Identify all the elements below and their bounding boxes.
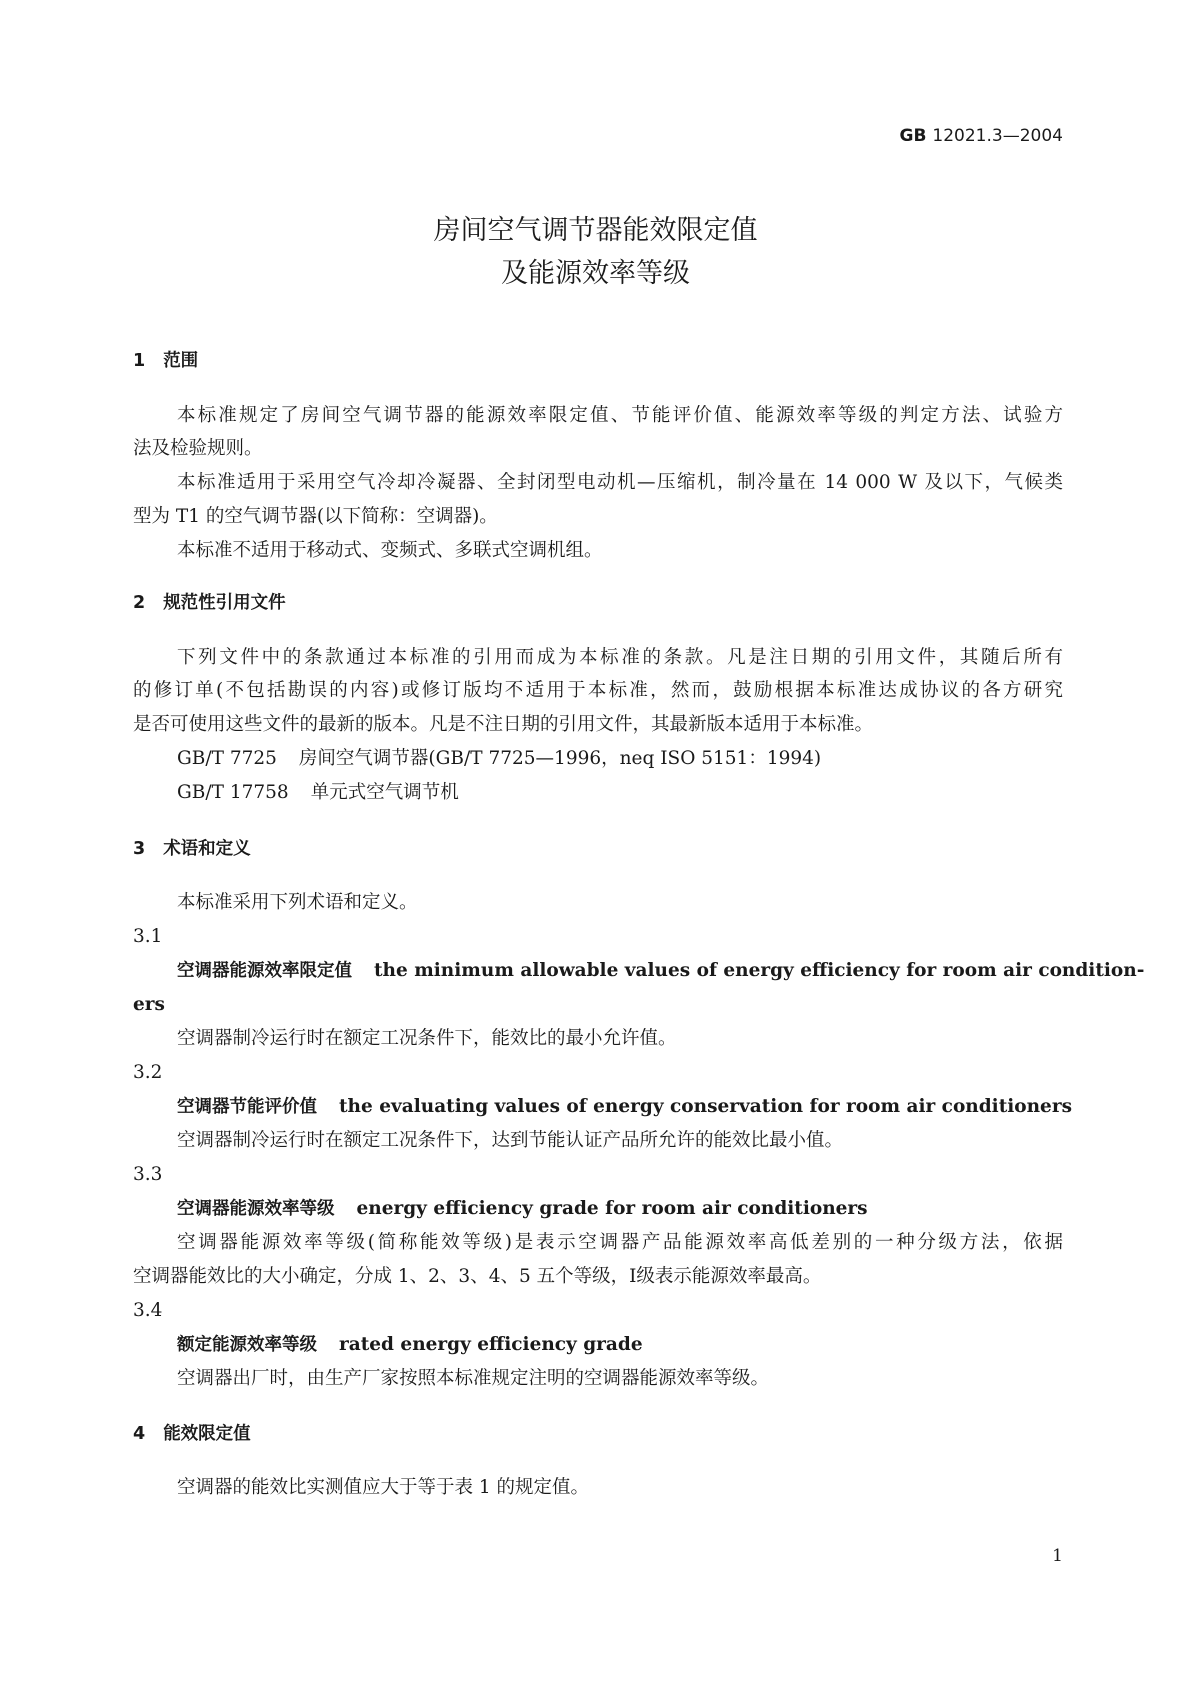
term-heading: 空调器能源效率限定值 the minimum allowable values of energy efficiency for room air condition- xyxy=(177,960,1145,981)
paragraph: 本标准适用于采用空气冷却冷凝器、全封闭型电动机—压缩机，制冷量在 14 000 W 及以下，气候类 xyxy=(177,472,1063,493)
section-heading-3: 3 术语和定义 xyxy=(133,839,251,859)
paragraph: 本标准规定了房间空气调节器的能源效率限定值、节能评价值、能源效率等级的判定方法、试验方 xyxy=(177,405,1063,426)
section-heading-4: 4 能效限定值 xyxy=(133,1424,251,1444)
term-definition: 空调器能源效率等级(简称能效等级)是表示空调器产品能源效率高低差别的一种分级方法，依据 xyxy=(177,1232,1063,1253)
paragraph: 空调器的能效比实测值应大于等于表 1 的规定值。 xyxy=(177,1477,590,1498)
term-definition: 空调器制冷运行时在额定工况条件下，能效比的最小允许值。 xyxy=(177,1028,677,1049)
standard-number: GB 12021.3—2004 xyxy=(899,126,1063,146)
paragraph: 本标准不适用于移动式、变频式、多联式空调机组。 xyxy=(177,540,603,561)
paragraph: 的修订单(不包括勘误的内容)或修订版均不适用于本标准，然而，鼓励根据本标准达成协议的各方研究 xyxy=(133,680,1063,701)
paragraph: 是否可使用这些文件的最新的版本。凡是不注日期的引用文件，其最新版本适用于本标准。 xyxy=(133,714,874,735)
document-title-line1: 房间空气调节器能效限定值 xyxy=(433,215,758,246)
term-number: 3.4 xyxy=(133,1300,163,1321)
reference-item: GB/T 7725 房间空气调节器(GB/T 7725—1996，neq ISO 5151：1994) xyxy=(177,748,822,769)
term-heading: 额定能源效率等级 rated energy efficiency grade xyxy=(177,1334,643,1355)
term-number: 3.1 xyxy=(133,926,163,947)
section-heading-1: 1 范围 xyxy=(133,351,199,371)
term-heading: 空调器能源效率等级 energy efficiency grade for room air conditioners xyxy=(177,1198,868,1219)
term-definition-cont: 空调器能效比的大小确定，分成 1、2、3、4、5 五个等级，Ⅰ级表示能源效率最高。 xyxy=(133,1266,822,1287)
paragraph: 本标准采用下列术语和定义。 xyxy=(177,892,418,913)
paragraph: 下列文件中的条款通过本标准的引用而成为本标准的条款。凡是注日期的引用文件，其随后所有 xyxy=(177,647,1063,668)
paragraph: 法及检验规则。 xyxy=(133,438,263,459)
term-definition: 空调器出厂时，由生产厂家按照本标准规定注明的空调器能源效率等级。 xyxy=(177,1368,770,1389)
document-title-line2: 及能源效率等级 xyxy=(501,258,690,289)
paragraph: 型为 T1 的空气调节器(以下简称：空调器)。 xyxy=(133,506,498,527)
term-number: 3.2 xyxy=(133,1062,163,1083)
term-heading: 空调器节能评价值 the evaluating values of energy conservation for room air conditioners xyxy=(177,1096,1072,1117)
page-number: 1 xyxy=(1052,1546,1063,1566)
section-heading-2: 2 规范性引用文件 xyxy=(133,593,286,613)
reference-item: GB/T 17758 单元式空气调节机 xyxy=(177,782,459,803)
term-heading-cont: ers xyxy=(133,994,165,1015)
term-number: 3.3 xyxy=(133,1164,163,1185)
term-definition: 空调器制冷运行时在额定工况条件下，达到节能认证产品所允许的能效比最小值。 xyxy=(177,1130,844,1151)
